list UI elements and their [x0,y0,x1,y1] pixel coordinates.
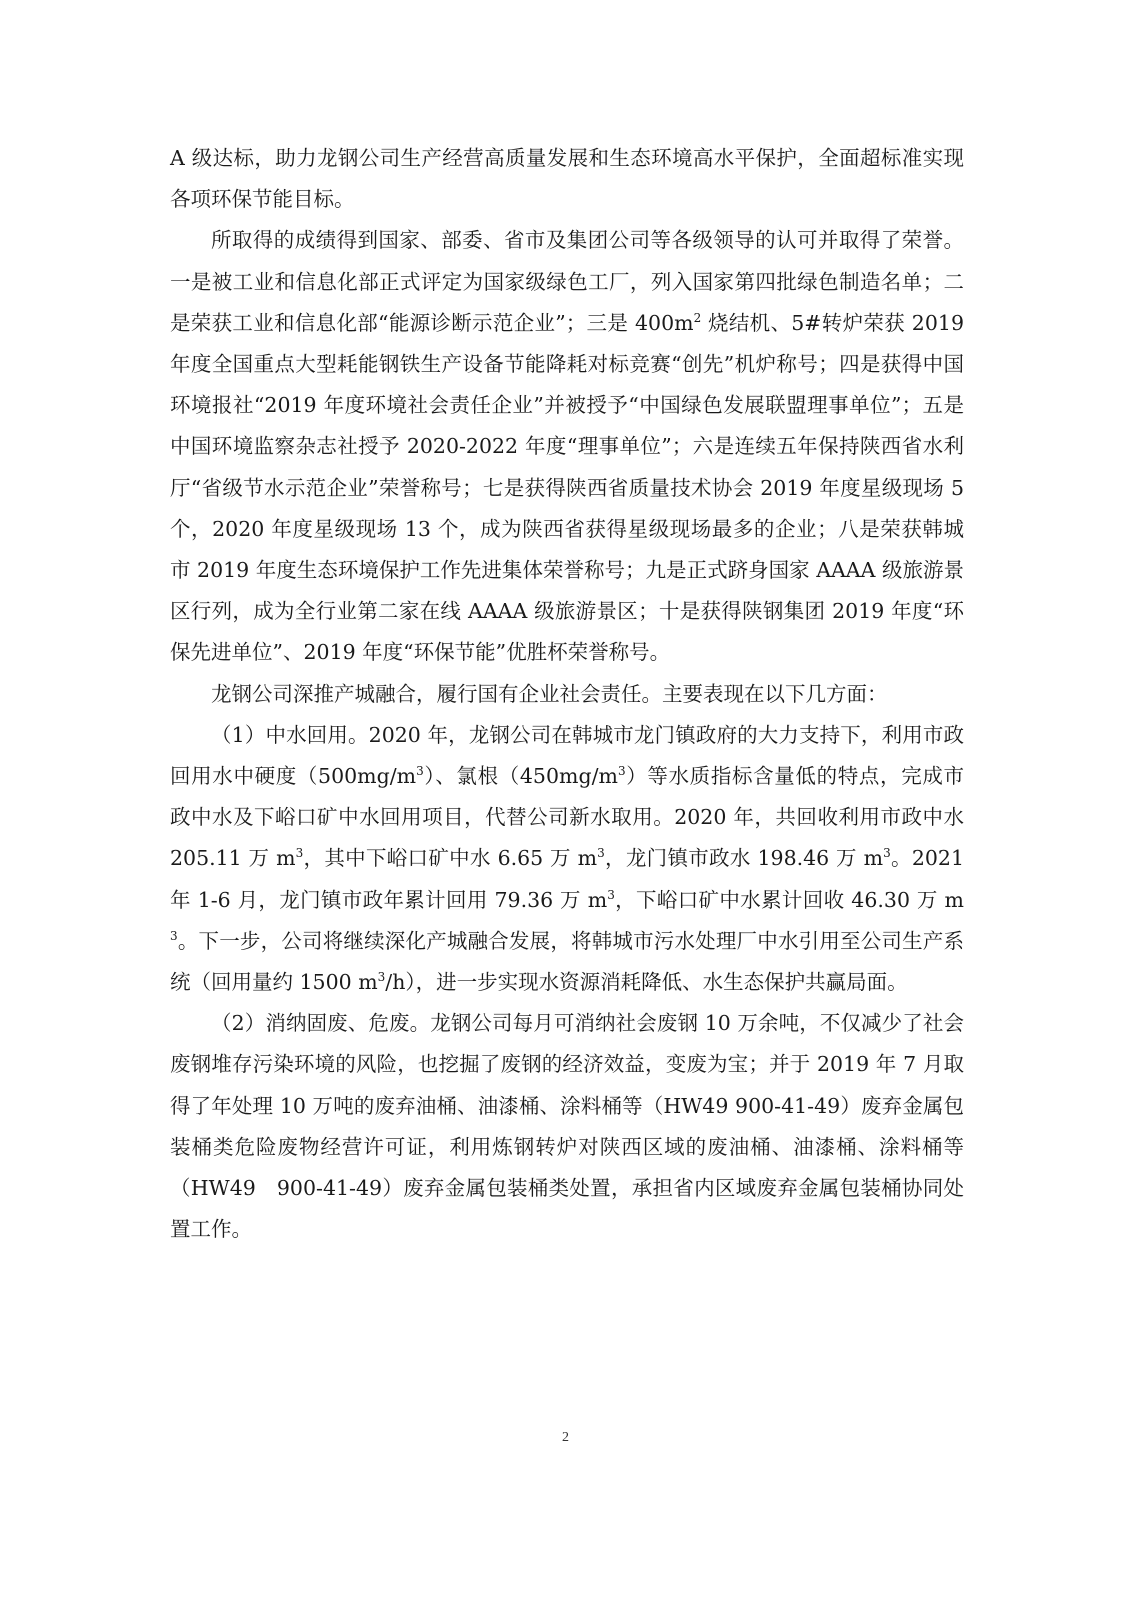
text-segment: 所取得的成绩得到国家、部委、省市及集团公司等各级领导的认可并取得了荣誉。一是被工业和信息化部正式评定为国家级绿色工厂，列入国家第四批绿色制造名单；二是荣获工业和信息化部“能源诊断示范企业”；三是 400m [170,228,964,335]
text-segment: ，其中下峪口矿中水 6.65 万 m [303,846,598,871]
text-segment: A 级达标，助力龙钢公司生产经营高质量发展和生态环境高水平保护，全面超标准实现各项环保节能目标。 [170,146,964,212]
superscript: 2 [693,310,702,325]
text-segment: ）、氯根（450mg/m [423,764,618,789]
text-segment: ，龙门镇市政水 198.46 万 m [604,846,884,871]
paragraph [170,138,964,220]
text-segment: 。下一步，公司将继续深化产城融合发展，将韩城市污水处理厂中水引用至公司生产系统（回用量约 1500 m [170,928,964,995]
paragraph [170,715,964,1003]
text-segment: 。2021 年 1-6 月，龙门镇市政年累计回用 79.36 万 m [170,846,965,912]
superscript: 3 [607,887,615,902]
text-segment: （1）中水回用。2020 年，龙钢公司在韩城市龙门镇政府的大力支持下，利用市政回用水中硬度（500mg/m [170,722,964,789]
text-segment: ）等水质指标含量低的特点，完成市政中水及下峪口矿中水回用项目，代替公司新水取用。2020 年，共回收利用市政中水 205.11 万 m [170,764,964,871]
text-segment: 龙钢公司深推产城融合，履行国有企业社会责任。主要表现在以下几方面： [211,681,888,706]
body-text [170,138,964,1250]
superscript: 3 [416,764,424,779]
superscript: 3 [597,846,605,861]
superscript: 3 [377,970,386,985]
paragraph [170,674,964,715]
text-segment: ，下峪口矿中水累计回收 46.30 万 m [614,887,964,912]
text-segment: 烧结机、5#转炉荣获 2019 年度全国重点大型耗能钢铁生产设备节能降耗对标竞赛“创先”机炉称号；四是获得中国环境报社“2019 年度环境社会责任企业”并被授予“中国绿色发展联盟理事单位”；五是中国环境监察杂志社授予 2020-2022 年度“理事单位”；六是连续五年保持陕西省水利厅“省级节水示范企业”荣誉称号；七是获得陕西省质量技术协会 2019 年度星级现场 5 个，2020 年度星级现场 13 个，成为陕西省获得星级现场最多的企业；八是荣获韩城市 2019 年度生态环境保护工作先进集体荣誉称号；九是正式跻身国家 AAAA 级旅游景区行列，成为全行业第二家在线 AAAA 级旅游景区；十是获得陕钢集团 2019 年度“环保先进单位”、2019 年度“环保节能”优胜杯荣誉称号。 [170,310,964,665]
superscript: 3 [295,846,304,861]
text-segment: （2）消纳固废、危废。龙钢公司每月可消纳社会废钢 10 万余吨，不仅减少了社会废钢堆存污染环境的风险，也挖掘了废钢的经济效益，变废为宝；并于 2019 年 7 月取得了年处理 10 万吨的废弃油桶、油漆桶、涂料桶等（HW49 900-41-49）废弃金属包装桶类危险废物经营许可证，利用炼钢转炉对陕西区域的废油桶、油漆桶、涂料桶等（HW49 900-41-49）废弃金属包装桶类处置，承担省内区域废弃金属包装桶协同处置工作。 [170,1011,964,1242]
paragraph [170,1003,964,1250]
paragraph [170,220,964,673]
superscript: 3 [617,764,626,779]
superscript: 3 [883,846,891,861]
superscript: 3 [170,929,178,944]
text-segment: /h），进一步实现水资源消耗降低、水生态保护共赢局面。 [385,970,908,995]
page-number: 2 [562,1430,569,1445]
